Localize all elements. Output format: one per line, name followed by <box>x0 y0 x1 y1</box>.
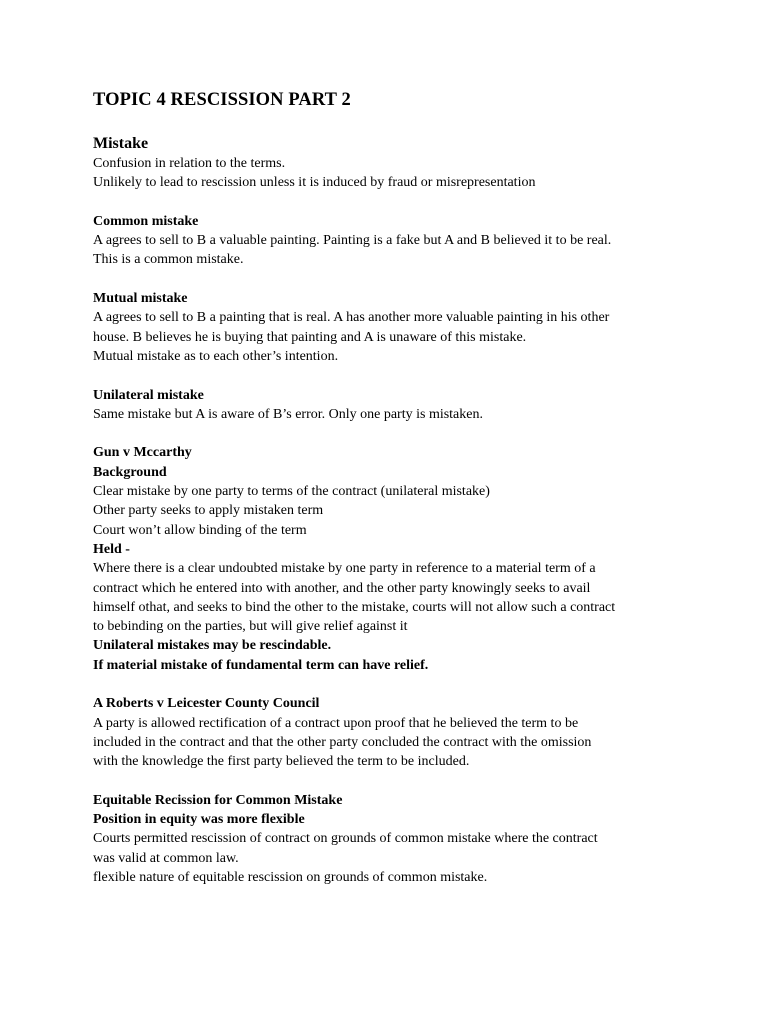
section-mistake <box>93 134 693 193</box>
section-mutual-mistake <box>93 289 693 366</box>
paragraph-line: Mutual mistake as to each other’s intention. <box>93 348 339 364</box>
section-common-mistake <box>93 212 693 270</box>
document-title: TOPIC 4 RESCISSION PART 2 <box>93 90 351 110</box>
section-heading-mistake: Mistake <box>93 135 149 152</box>
paragraph-line: to bebinding on the parties, but will give relief against it <box>93 619 408 635</box>
background-heading: Background <box>93 464 167 480</box>
section-heading-common-mistake: Common mistake <box>93 213 199 229</box>
case-heading-gun-v-mccarthy: Gun v Mccarthy <box>93 445 192 461</box>
section-equitable-rescission <box>93 791 693 887</box>
paragraph-line: Clear mistake by one party to terms of the contract (unilateral mistake) <box>93 484 490 500</box>
paragraph-line: Where there is a clear undoubted mistake by one party in reference to a material term of a <box>93 561 596 577</box>
section-heading-mutual-mistake: Mutual mistake <box>93 291 188 307</box>
paragraph-line: himself othat, and seeks to bind the other to the mistake, courts will not allow such a contract <box>93 599 616 615</box>
paragraph-line: A party is allowed rectification of a contract upon proof that he believed the term to be <box>93 715 579 731</box>
paragraph-line: This is a common mistake. <box>93 252 244 268</box>
section-roberts-v-leicester <box>93 694 693 771</box>
paragraph-line: Courts permitted rescission of contract on grounds of common mistake where the contract <box>93 831 598 847</box>
held-heading: Held - <box>93 541 130 557</box>
paragraph-line: house. B believes he is buying that painting and A is unaware of this mistake. <box>93 329 527 345</box>
section-unilateral-mistake <box>93 386 693 425</box>
paragraph-line: Confusion in relation to the terms. <box>93 156 286 171</box>
paragraph-line: Court won’t allow binding of the term <box>93 522 307 538</box>
paragraph-line: Same mistake but A is aware of B’s error. Only one party is mistaken. <box>93 406 483 422</box>
paragraph-line: A agrees to sell to B a valuable painting. Painting is a fake but A and B believed it to be real. <box>93 233 612 249</box>
paragraph-line: with the knowledge the first party believed the term to be included. <box>93 754 470 770</box>
bold-line: If material mistake of fundamental term can have relief. <box>93 657 429 673</box>
paragraph-line: was valid at common law. <box>93 850 239 866</box>
bold-line: Unilateral mistakes may be rescindable. <box>93 638 332 654</box>
paragraph-line: flexible nature of equitable rescission on grounds of common mistake. <box>93 869 488 885</box>
paragraph-line: Other party seeks to apply mistaken term <box>93 503 324 519</box>
paragraph-line: contract which he entered into with another, and the other party knowingly seeks to avail <box>93 580 591 596</box>
subheading-equitable: Position in equity was more flexible <box>93 812 305 828</box>
section-gun-v-mccarthy <box>93 443 693 675</box>
section-heading-unilateral-mistake: Unilateral mistake <box>93 387 204 403</box>
case-heading-roberts: A Roberts v Leicester County Council <box>93 696 320 712</box>
paragraph-line: included in the contract and that the other party concluded the contract with the omission <box>93 734 592 750</box>
document-page <box>93 88 693 887</box>
paragraph-line: Unlikely to lead to rescission unless it is induced by fraud or misrepresentation <box>93 175 536 191</box>
section-heading-equitable: Equitable Recission for Common Mistake <box>93 792 343 808</box>
paragraph-line: A agrees to sell to B a painting that is real. A has another more valuable painting in his other <box>93 310 610 326</box>
